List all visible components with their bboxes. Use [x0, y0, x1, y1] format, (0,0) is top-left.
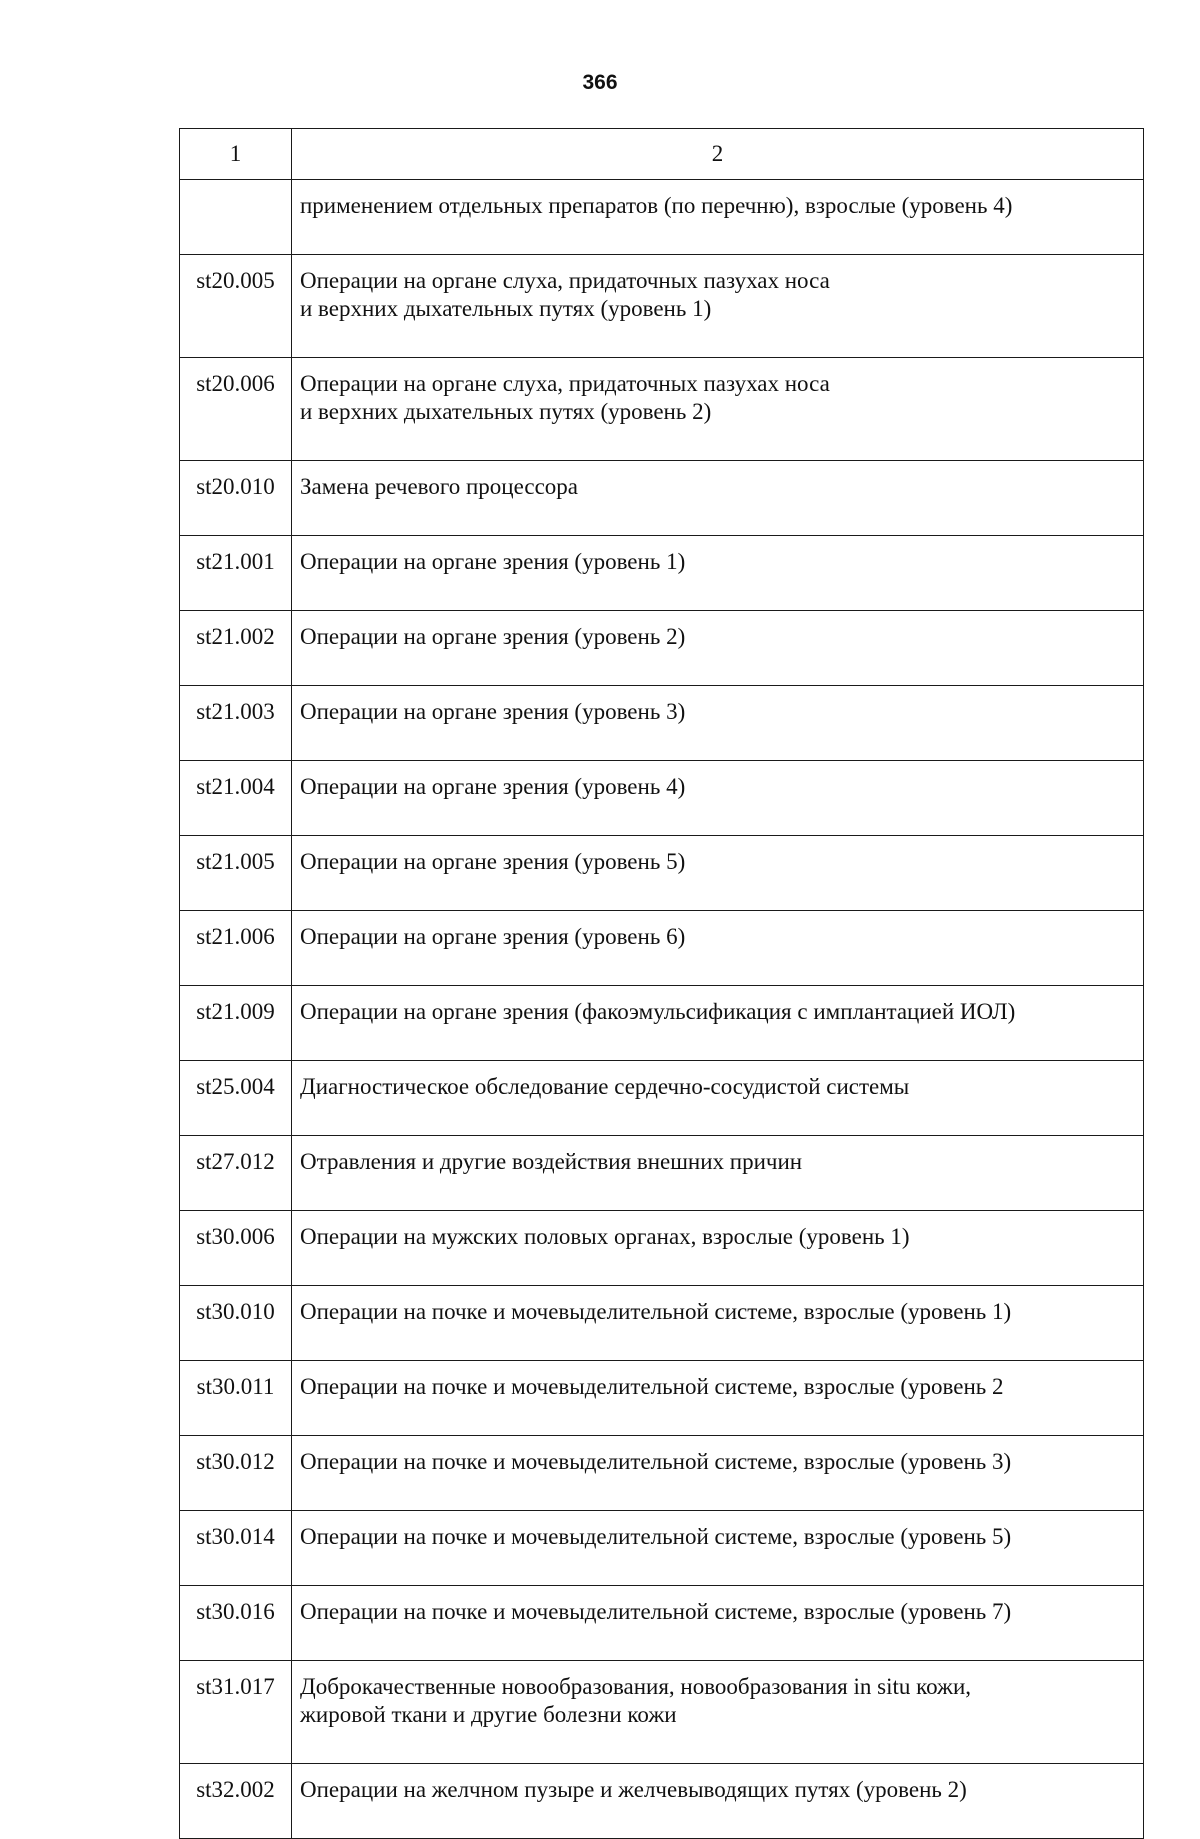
row-description: Операции на почке и мочевыделительной системе, взрослые (уровень 1)	[292, 1286, 1144, 1361]
row-code: st30.014	[180, 1511, 292, 1586]
table-row	[180, 1586, 1144, 1661]
row-code	[180, 180, 292, 255]
table-row	[180, 180, 1144, 255]
row-description: Операции на органе зрения (уровень 1)	[292, 536, 1144, 611]
row-code: st30.012	[180, 1436, 292, 1511]
row-code: st30.010	[180, 1286, 292, 1361]
table-row	[180, 461, 1144, 536]
row-description: Операции на органе зрения (уровень 5)	[292, 836, 1144, 911]
row-description: Операции на желчном пузыре и желчевыводящих путях (уровень 2)	[292, 1764, 1144, 1839]
table-row	[180, 686, 1144, 761]
table-row	[180, 1511, 1144, 1586]
row-description: Операции на почке и мочевыделительной системе, взрослые (уровень 3)	[292, 1436, 1144, 1511]
row-code: st30.011	[180, 1361, 292, 1436]
table-row	[180, 836, 1144, 911]
table-row	[180, 1361, 1144, 1436]
row-code: st21.004	[180, 761, 292, 836]
row-description: Операции на мужских половых органах, взрослые (уровень 1)	[292, 1211, 1144, 1286]
table-row	[180, 1436, 1144, 1511]
row-description: Операции на почке и мочевыделительной системе, взрослые (уровень 7)	[292, 1586, 1144, 1661]
row-description: Операции на органе слуха, придаточных пазухах носа и верхних дыхательных путях (уровень 2)	[292, 358, 1144, 461]
row-description: Диагностическое обследование сердечно-сосудистой системы	[292, 1061, 1144, 1136]
page-number: 366	[582, 71, 618, 94]
row-description: Замена речевого процессора	[292, 461, 1144, 536]
table-row	[180, 255, 1144, 358]
row-code: st21.003	[180, 686, 292, 761]
row-code: st21.009	[180, 986, 292, 1061]
table-row	[180, 911, 1144, 986]
row-description: Доброкачественные новообразования, новообразования in situ кожи, жировой ткани и другие болезни кожи	[292, 1661, 1144, 1764]
table-row	[180, 1764, 1144, 1839]
column-header-1: 1	[180, 129, 292, 180]
table-row	[180, 536, 1144, 611]
row-code: st30.006	[180, 1211, 292, 1286]
table-row	[180, 1661, 1144, 1764]
column-header-2: 2	[292, 129, 1144, 180]
table-row	[180, 986, 1144, 1061]
row-code: st25.004	[180, 1061, 292, 1136]
row-description: Операции на почке и мочевыделительной системе, взрослые (уровень 2	[292, 1361, 1144, 1436]
row-code: st21.006	[180, 911, 292, 986]
row-description: Операции на органе слуха, придаточных пазухах носа и верхних дыхательных путях (уровень 1)	[292, 255, 1144, 358]
codes-table	[179, 128, 1144, 1839]
row-description: Операции на органе зрения (уровень 3)	[292, 686, 1144, 761]
table-row	[180, 1286, 1144, 1361]
row-description: Операции на органе зрения (факоэмульсификация с имплантацией ИОЛ)	[292, 986, 1144, 1061]
row-code: st20.006	[180, 358, 292, 461]
table-row	[180, 1061, 1144, 1136]
row-description: Операции на почке и мочевыделительной системе, взрослые (уровень 5)	[292, 1511, 1144, 1586]
table-row	[180, 1136, 1144, 1211]
table-row	[180, 611, 1144, 686]
row-description: Операции на органе зрения (уровень 2)	[292, 611, 1144, 686]
table-row	[180, 1211, 1144, 1286]
row-code: st21.002	[180, 611, 292, 686]
row-code: st20.005	[180, 255, 292, 358]
row-description: применением отдельных препаратов (по перечню), взрослые (уровень 4)	[292, 180, 1144, 255]
row-code: st21.001	[180, 536, 292, 611]
row-description: Отравления и другие воздействия внешних причин	[292, 1136, 1144, 1211]
row-code: st20.010	[180, 461, 292, 536]
row-code: st21.005	[180, 836, 292, 911]
row-description: Операции на органе зрения (уровень 6)	[292, 911, 1144, 986]
row-code: st31.017	[180, 1661, 292, 1764]
row-code: st32.002	[180, 1764, 292, 1839]
table-header-row	[180, 129, 1144, 180]
row-code: st27.012	[180, 1136, 292, 1211]
row-description: Операции на органе зрения (уровень 4)	[292, 761, 1144, 836]
table-row	[180, 761, 1144, 836]
row-code: st30.016	[180, 1586, 292, 1661]
table-row	[180, 358, 1144, 461]
